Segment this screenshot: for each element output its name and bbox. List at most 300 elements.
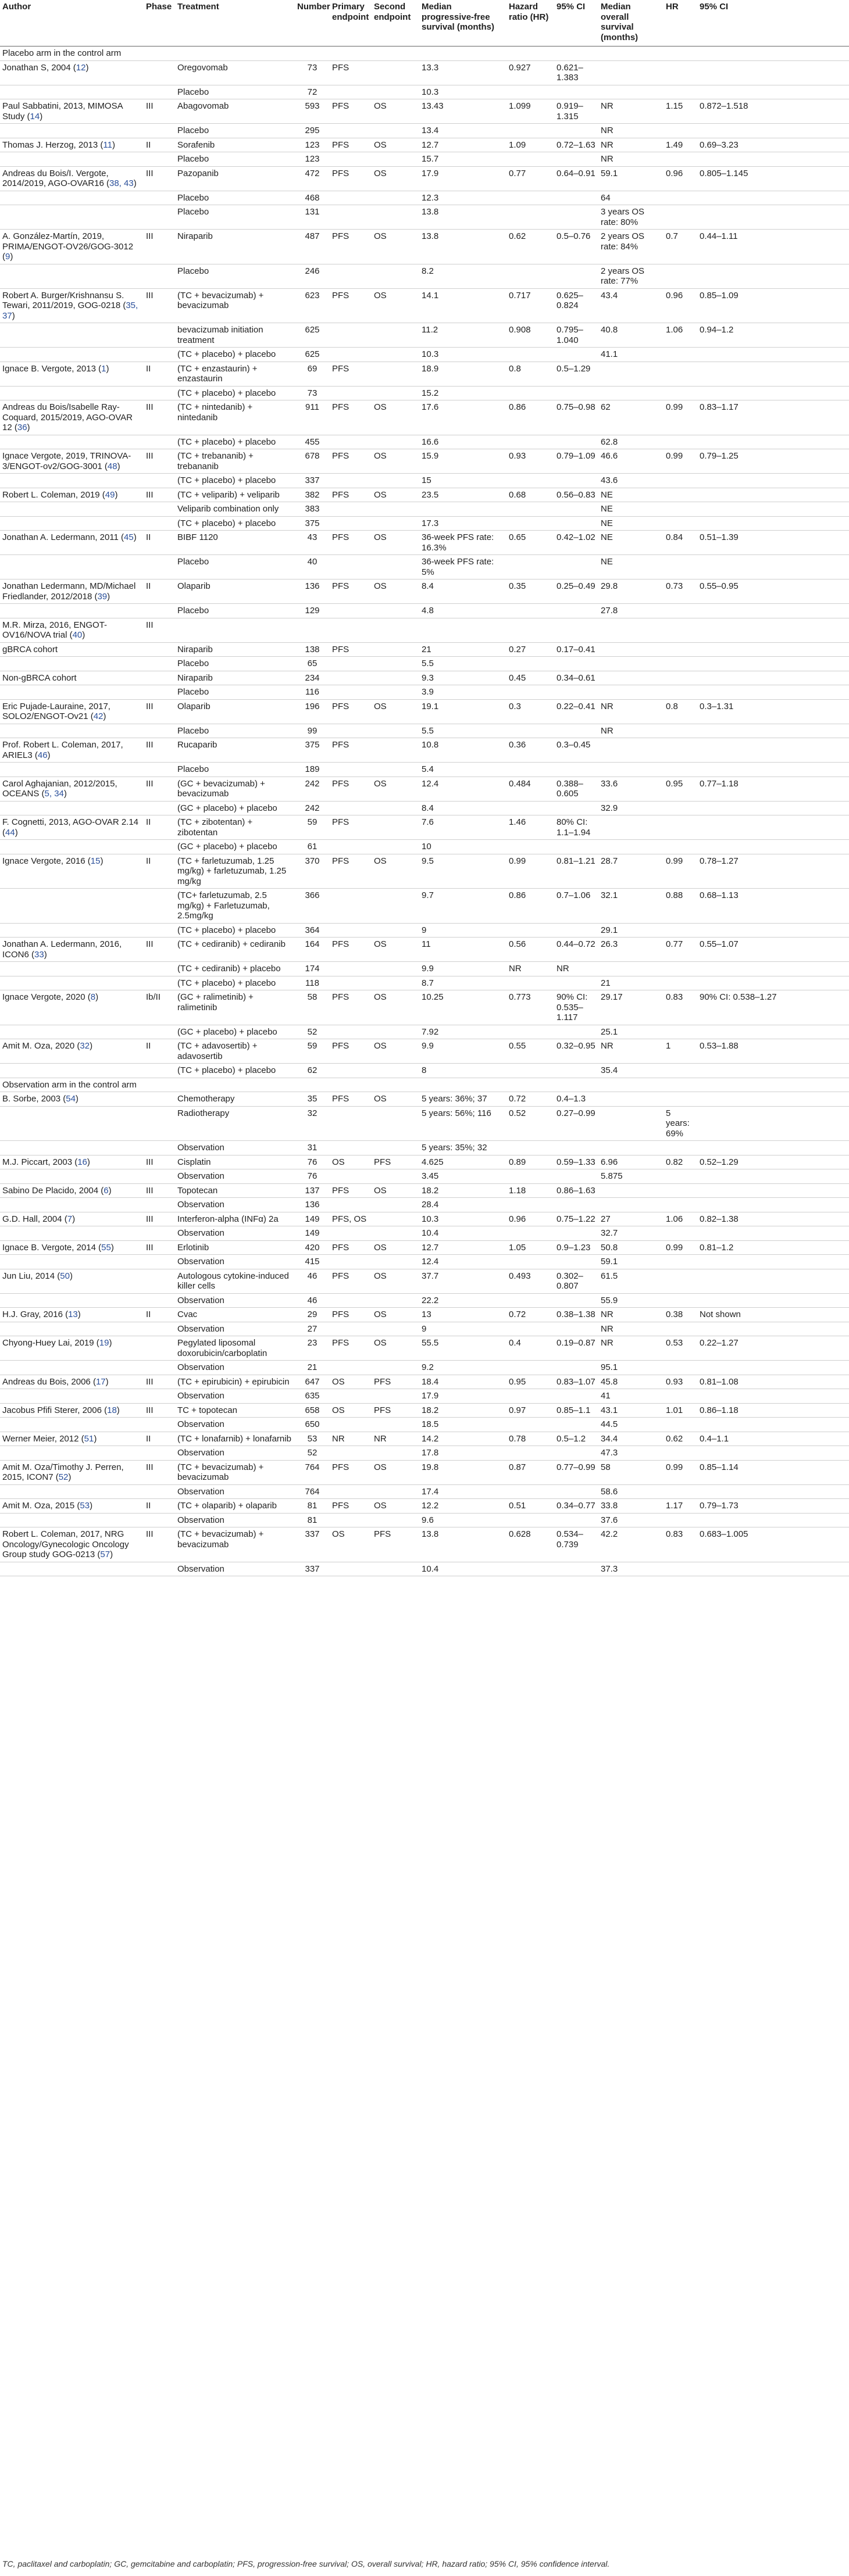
cell-second-endpoint <box>372 516 419 531</box>
cell-phase <box>144 1484 175 1499</box>
cell-number: 234 <box>295 671 330 685</box>
cell-median-pfs: 10.4 <box>419 1226 506 1241</box>
table-row <box>0 618 849 642</box>
cell-hazard-ratio <box>506 1293 554 1308</box>
cell-hr <box>663 124 697 138</box>
cell-hr <box>663 763 697 777</box>
cell-number: 658 <box>295 1403 330 1418</box>
cell-ci-95: 0.302–0.807 <box>554 1269 598 1293</box>
cell-author: Ignace B. Vergote, 2014 (55) <box>0 1240 144 1255</box>
cell-primary-endpoint <box>330 555 372 579</box>
reference-link[interactable]: 32 <box>80 1041 90 1051</box>
cell-treatment: BIBF 1120 <box>175 531 295 555</box>
table-row <box>0 1513 849 1527</box>
cell-median-os <box>598 657 663 671</box>
cell-median-pfs: 10.4 <box>419 1562 506 1576</box>
cell-treatment: (TC + cediranib) + placebo <box>175 962 295 976</box>
cell-ci-95-os <box>697 205 849 230</box>
reference-link[interactable]: 6 <box>104 1185 109 1196</box>
cell-median-os: 58 <box>598 1460 663 1484</box>
table-row <box>0 1183 849 1198</box>
cell-hr <box>663 1418 697 1432</box>
cell-treatment: (TC + epirubicin) + epirubicin <box>175 1375 295 1389</box>
cell-phase <box>144 1562 175 1576</box>
cell-ci-95-os <box>697 1169 849 1184</box>
cell-treatment: Observation <box>175 1198 295 1212</box>
cell-phase <box>144 435 175 449</box>
cell-phase <box>144 1513 175 1527</box>
reference-link[interactable]: 5, 34 <box>44 789 64 799</box>
cell-median-os: 40.8 <box>598 323 663 348</box>
cell-hr: 1.06 <box>663 1212 697 1226</box>
cell-author: Ignace B. Vergote, 2013 (1) <box>0 362 144 386</box>
cell-second-endpoint <box>372 1255 419 1269</box>
cell-hazard-ratio: 0.96 <box>506 1212 554 1226</box>
reference-link[interactable]: 53 <box>80 1501 90 1511</box>
cell-treatment: (TC + adavosertib) + adavosertib <box>175 1039 295 1064</box>
cell-number: 174 <box>295 962 330 976</box>
reference-link[interactable]: 40 <box>72 630 83 640</box>
cell-median-pfs: 55.5 <box>419 1336 506 1361</box>
cell-ci-95: 0.3–0.45 <box>554 738 598 763</box>
cell-median-pfs: 15.2 <box>419 386 506 400</box>
cell-median-os: NR <box>598 1322 663 1336</box>
cell-hazard-ratio <box>506 1226 554 1241</box>
cell-treatment: Placebo <box>175 604 295 618</box>
table-row <box>0 124 849 138</box>
table-row <box>0 555 849 579</box>
cell-median-os: 34.4 <box>598 1432 663 1446</box>
cell-hr <box>663 1255 697 1269</box>
cell-hr <box>663 685 697 700</box>
cell-hr: 0.88 <box>663 889 697 924</box>
cell-number: 366 <box>295 889 330 924</box>
table-row <box>0 1155 849 1169</box>
cell-ci-95-os <box>697 1562 849 1576</box>
reference-link[interactable]: 15 <box>90 856 101 866</box>
cell-ci-95: 0.44–0.72 <box>554 938 598 962</box>
table-row <box>0 166 849 191</box>
cell-primary-endpoint: PFS <box>330 1240 372 1255</box>
cell-treatment: Placebo <box>175 264 295 288</box>
cell-ci-95-os: 0.44–1.11 <box>697 230 849 264</box>
cell-hazard-ratio: 0.8 <box>506 362 554 386</box>
cell-number: 455 <box>295 435 330 449</box>
table-row <box>0 854 849 889</box>
cell-primary-endpoint <box>330 685 372 700</box>
cell-median-os: 29.17 <box>598 990 663 1025</box>
reference-link[interactable]: 42 <box>93 711 104 721</box>
column-header-ci-95-os: 95% CI <box>697 0 849 46</box>
cell-ci-95: 0.42–1.02 <box>554 531 598 555</box>
cell-second-endpoint: OS <box>372 449 419 474</box>
cell-median-os <box>598 618 663 642</box>
cell-median-pfs: 11.2 <box>419 323 506 348</box>
cell-phase <box>144 1169 175 1184</box>
table-header-row <box>0 0 849 46</box>
cell-second-endpoint <box>372 1025 419 1039</box>
cell-ci-95-os <box>697 191 849 205</box>
cell-hazard-ratio <box>506 1484 554 1499</box>
reference-link[interactable]: 46 <box>37 750 48 760</box>
cell-phase <box>144 46 175 61</box>
cell-median-os: 33.6 <box>598 777 663 801</box>
cell-treatment: Cisplatin <box>175 1155 295 1169</box>
reference-link[interactable]: 39 <box>97 591 108 602</box>
cell-primary-endpoint <box>330 763 372 777</box>
table-row <box>0 777 849 801</box>
cell-number: 337 <box>295 474 330 488</box>
cell-primary-endpoint: PFS <box>330 1499 372 1514</box>
cell-ci-95-os <box>697 1183 849 1198</box>
reference-link[interactable]: 17 <box>95 1376 106 1387</box>
cell-hazard-ratio <box>506 1562 554 1576</box>
cell-median-os: 58.6 <box>598 1484 663 1499</box>
reference-link[interactable]: 7 <box>67 1214 73 1224</box>
cell-hazard-ratio <box>506 976 554 990</box>
reference-link[interactable]: 16 <box>77 1157 87 1167</box>
cell-ci-95-os <box>697 264 849 288</box>
cell-author: M.R. Mirza, 2016, ENGOT-OV16/NOVA trial (40) <box>0 618 144 642</box>
cell-second-endpoint <box>372 502 419 517</box>
cell-phase <box>144 323 175 348</box>
cell-median-os <box>598 1106 663 1141</box>
reference-link[interactable]: 8 <box>90 992 96 1002</box>
cell-median-pfs: 12.7 <box>419 1240 506 1255</box>
cell-second-endpoint <box>372 46 419 61</box>
cell-ci-95 <box>554 1198 598 1212</box>
table-row <box>0 1460 849 1484</box>
table-row <box>0 1527 849 1562</box>
cell-treatment: Observation <box>175 1484 295 1499</box>
cell-ci-95: NR <box>554 962 598 976</box>
cell-median-pfs: 9 <box>419 1322 506 1336</box>
cell-treatment: Radiotherapy <box>175 1106 295 1141</box>
cell-hr <box>663 1269 697 1293</box>
cell-second-endpoint: OS <box>372 1308 419 1322</box>
cell-second-endpoint <box>372 962 419 976</box>
cell-phase <box>144 1198 175 1212</box>
reference-link[interactable]: 50 <box>60 1271 70 1281</box>
cell-primary-endpoint: OS <box>330 1155 372 1169</box>
cell-ci-95-os <box>697 1092 849 1107</box>
reference-link[interactable]: 11 <box>103 139 112 150</box>
cell-phase: III <box>144 1155 175 1169</box>
cell-hazard-ratio: 0.908 <box>506 323 554 348</box>
table-row <box>0 1141 849 1155</box>
cell-phase <box>144 685 175 700</box>
cell-hr: 0.77 <box>663 938 697 962</box>
cell-primary-endpoint <box>330 1418 372 1432</box>
cell-treatment: Observation <box>175 1141 295 1155</box>
cell-hr: 1.49 <box>663 138 697 152</box>
cell-treatment: Pazopanib <box>175 166 295 191</box>
cell-primary-endpoint <box>330 1513 372 1527</box>
cell-hr: 0.99 <box>663 449 697 474</box>
reference-link[interactable]: 45 <box>124 532 134 542</box>
cell-ci-95: 0.534–0.739 <box>554 1527 598 1562</box>
cell-primary-endpoint <box>330 502 372 517</box>
reference-link[interactable]: 35, 37 <box>2 300 138 321</box>
cell-number: 196 <box>295 699 330 724</box>
reference-link[interactable]: 12 <box>76 62 86 73</box>
cell-number: 65 <box>295 657 330 671</box>
cell-second-endpoint <box>372 1418 419 1432</box>
table-row <box>0 1432 849 1446</box>
cell-treatment: Placebo <box>175 124 295 138</box>
cell-median-os: 26.3 <box>598 938 663 962</box>
table-row <box>0 1064 849 1078</box>
cell-second-endpoint <box>372 60 419 85</box>
cell-ci-95-os <box>697 435 849 449</box>
cell-author: gBRCA cohort <box>0 642 144 657</box>
cell-ci-95: 0.388–0.605 <box>554 777 598 801</box>
cell-treatment: (TC + enzastaurin) + enzastaurin <box>175 362 295 386</box>
cell-phase <box>144 264 175 288</box>
table-row <box>0 1169 849 1184</box>
cell-hr <box>663 801 697 815</box>
cell-phase <box>144 1361 175 1375</box>
cell-ci-95: 0.919–1.315 <box>554 99 598 124</box>
cell-ci-95-os <box>697 1322 849 1336</box>
cell-treatment: (TC + lonafarnib) + lonafarnib <box>175 1432 295 1446</box>
cell-hr <box>663 152 697 167</box>
reference-link[interactable]: 48 <box>107 461 117 471</box>
cell-ci-95-os: 0.78–1.27 <box>697 854 849 889</box>
cell-primary-endpoint: PFS <box>330 1336 372 1361</box>
cell-second-endpoint <box>372 889 419 924</box>
reference-link[interactable]: 57 <box>100 1550 110 1559</box>
cell-hazard-ratio: 0.78 <box>506 1432 554 1446</box>
cell-second-endpoint <box>372 840 419 854</box>
cell-treatment: (GC + placebo) + placebo <box>175 840 295 854</box>
reference-link[interactable]: 55 <box>101 1242 111 1253</box>
reference-link[interactable]: 9 <box>5 252 10 262</box>
cell-median-os: 29.1 <box>598 923 663 938</box>
cell-hr <box>663 618 697 642</box>
cell-hazard-ratio <box>506 1169 554 1184</box>
cell-median-pfs: 17.9 <box>419 1389 506 1404</box>
table-row <box>0 1499 849 1514</box>
cell-number: 138 <box>295 642 330 657</box>
cell-median-pfs: 10 <box>419 840 506 854</box>
table-row <box>0 1308 849 1322</box>
cell-number: 23 <box>295 1336 330 1361</box>
cell-hazard-ratio <box>506 1255 554 1269</box>
cell-author: Non-gBRCA cohort <box>0 671 144 685</box>
cell-hazard-ratio <box>506 435 554 449</box>
cell-phase <box>144 1418 175 1432</box>
cell-hazard-ratio <box>506 923 554 938</box>
cell-primary-endpoint <box>330 1141 372 1155</box>
cell-second-endpoint <box>372 976 419 990</box>
cell-second-endpoint <box>372 815 419 840</box>
cell-phase: III <box>144 1183 175 1198</box>
reference-link[interactable]: 36 <box>17 423 27 432</box>
cell-hr <box>663 435 697 449</box>
cell-ci-95-os <box>697 1389 849 1404</box>
cell-median-pfs: 14.2 <box>419 1432 506 1446</box>
reference-link[interactable]: 51 <box>84 1433 94 1444</box>
cell-phase <box>144 1226 175 1241</box>
cell-ci-95-os: 0.85–1.09 <box>697 288 849 323</box>
cell-ci-95 <box>554 1064 598 1078</box>
cell-number: 76 <box>295 1169 330 1184</box>
cell-treatment: (TC + nintedanib) + nintedanib <box>175 400 295 435</box>
cell-ci-95 <box>554 685 598 700</box>
cell-treatment: (TC + placebo) + placebo <box>175 1064 295 1078</box>
table-row <box>0 1322 849 1336</box>
cell-hr <box>663 1092 697 1107</box>
cell-treatment: (TC + placebo) + placebo <box>175 435 295 449</box>
cell-ci-95 <box>554 976 598 990</box>
cell-second-endpoint <box>372 1389 419 1404</box>
cell-treatment: (GC + ralimetinib) + ralimetinib <box>175 990 295 1025</box>
cell-ci-95-os: 0.81–1.08 <box>697 1375 849 1389</box>
cell-phase <box>144 1336 175 1361</box>
cell-treatment: Olaparib <box>175 699 295 724</box>
cell-phase <box>144 474 175 488</box>
cell-author: Robert A. Burger/Krishnansu S. Tewari, 2011/2019, GOG-0218 (35, 37) <box>0 288 144 323</box>
cell-number: 189 <box>295 763 330 777</box>
cell-median-os <box>598 1198 663 1212</box>
cell-second-endpoint <box>372 191 419 205</box>
cell-author <box>0 1255 144 1269</box>
cell-median-pfs: 12.3 <box>419 191 506 205</box>
cell-median-os: NR <box>598 724 663 738</box>
cell-median-pfs: 5.5 <box>419 724 506 738</box>
cell-phase: III <box>144 618 175 642</box>
cell-hr: 0.99 <box>663 1460 697 1484</box>
cell-ci-95-os: 0.22–1.27 <box>697 1336 849 1361</box>
table-row <box>0 1039 849 1064</box>
cell-number: 136 <box>295 1198 330 1212</box>
reference-link[interactable]: 38, 43 <box>109 178 134 188</box>
cell-treatment: Placebo <box>175 763 295 777</box>
cell-median-pfs: 19.1 <box>419 699 506 724</box>
cell-hr <box>663 671 697 685</box>
cell-phase <box>144 889 175 924</box>
cell-primary-endpoint: PFS <box>330 579 372 604</box>
cell-primary-endpoint: PFS <box>330 230 372 264</box>
cell-second-endpoint: OS <box>372 166 419 191</box>
cell-number: 46 <box>295 1293 330 1308</box>
reference-link[interactable]: 19 <box>99 1338 109 1348</box>
cell-hazard-ratio <box>506 604 554 618</box>
reference-link[interactable]: 1 <box>101 363 106 374</box>
table-row <box>0 99 849 124</box>
reference-link[interactable]: 18 <box>107 1405 117 1415</box>
cell-primary-endpoint: PFS <box>330 449 372 474</box>
cell-ci-95-os <box>697 1198 849 1212</box>
cell-ci-95-os <box>697 738 849 763</box>
cell-ci-95-os <box>697 763 849 777</box>
cell-median-pfs: 12.7 <box>419 138 506 152</box>
cell-number: 40 <box>295 555 330 579</box>
table-footnote: TC, paclitaxel and carboplatin; GC, gemcitabine and carboplatin; PFS, progression-free survival; OS, overall survival; HR, hazard ratio; 95% CI, 95% confidence interval. <box>2 2559 610 2568</box>
cell-ci-95: 0.625–0.824 <box>554 288 598 323</box>
cell-ci-95 <box>554 1484 598 1499</box>
table-row <box>0 1226 849 1241</box>
cell-phase <box>144 124 175 138</box>
cell-ci-95 <box>554 1293 598 1308</box>
cell-author: A. González-Martín, 2019, PRIMA/ENGOT-OV26/GOG-3012 (9) <box>0 230 144 264</box>
cell-author <box>0 1169 144 1184</box>
cell-median-os: 33.8 <box>598 1499 663 1514</box>
reference-link[interactable]: 33 <box>34 949 44 960</box>
cell-author: Placebo arm in the control arm <box>0 46 144 61</box>
reference-link[interactable]: 49 <box>105 489 115 500</box>
cell-treatment: Observation <box>175 1255 295 1269</box>
cell-author <box>0 1562 144 1576</box>
cell-hr <box>663 85 697 99</box>
cell-median-os <box>598 1183 663 1198</box>
cell-median-os: 50.8 <box>598 1240 663 1255</box>
cell-ci-95 <box>554 264 598 288</box>
reference-link[interactable]: 13 <box>68 1310 78 1319</box>
cell-ci-95-os <box>697 488 849 502</box>
cell-hazard-ratio: 0.87 <box>506 1460 554 1484</box>
table-row <box>0 889 849 924</box>
cell-hazard-ratio: 0.52 <box>506 1106 554 1141</box>
cell-ci-95-os <box>697 1513 849 1527</box>
cell-author <box>0 1389 144 1404</box>
cell-median-pfs: 15.7 <box>419 152 506 167</box>
cell-ci-95-os: 0.683–1.005 <box>697 1527 849 1562</box>
cell-primary-endpoint: OS <box>330 1403 372 1418</box>
cell-primary-endpoint <box>330 724 372 738</box>
cell-second-endpoint <box>372 323 419 348</box>
cell-second-endpoint: OS <box>372 579 419 604</box>
table-row <box>0 976 849 990</box>
cell-hr <box>663 1064 697 1078</box>
cell-hazard-ratio: 0.927 <box>506 60 554 85</box>
cell-median-os: 2 years OS rate: 77% <box>598 264 663 288</box>
cell-median-pfs: 13.8 <box>419 230 506 264</box>
cell-median-os: NE <box>598 502 663 517</box>
cell-primary-endpoint <box>330 962 372 976</box>
cell-hr <box>663 1389 697 1404</box>
reference-link[interactable]: 52 <box>58 1472 69 1482</box>
cell-median-pfs: 9.7 <box>419 889 506 924</box>
cell-second-endpoint: OS <box>372 854 419 889</box>
reference-link[interactable]: 14 <box>30 111 40 121</box>
cell-treatment <box>175 618 295 642</box>
cell-number: 58 <box>295 990 330 1025</box>
cell-median-os: NR <box>598 99 663 124</box>
cell-author <box>0 435 144 449</box>
reference-link[interactable]: 54 <box>66 1094 76 1104</box>
cell-phase: II <box>144 815 175 840</box>
cell-treatment: (TC + placebo) + placebo <box>175 923 295 938</box>
reference-link[interactable]: 44 <box>5 827 15 838</box>
cell-median-pfs: 8.4 <box>419 801 506 815</box>
table-row <box>0 348 849 362</box>
cell-number: 27 <box>295 1322 330 1336</box>
cell-treatment: (TC+ farletuzumab, 2.5 mg/kg) + Farletuzumab, 2.5mg/kg <box>175 889 295 924</box>
cell-second-endpoint <box>372 1212 419 1226</box>
cell-phase <box>144 923 175 938</box>
cell-ci-95-os <box>697 642 849 657</box>
cell-primary-endpoint: PFS <box>330 138 372 152</box>
cell-second-endpoint <box>372 124 419 138</box>
cell-ci-95 <box>554 205 598 230</box>
cell-primary-endpoint: NR <box>330 1432 372 1446</box>
cell-hazard-ratio <box>506 685 554 700</box>
cell-phase: II <box>144 1039 175 1064</box>
cell-ci-95-os <box>697 840 849 854</box>
cell-second-endpoint <box>372 618 419 642</box>
